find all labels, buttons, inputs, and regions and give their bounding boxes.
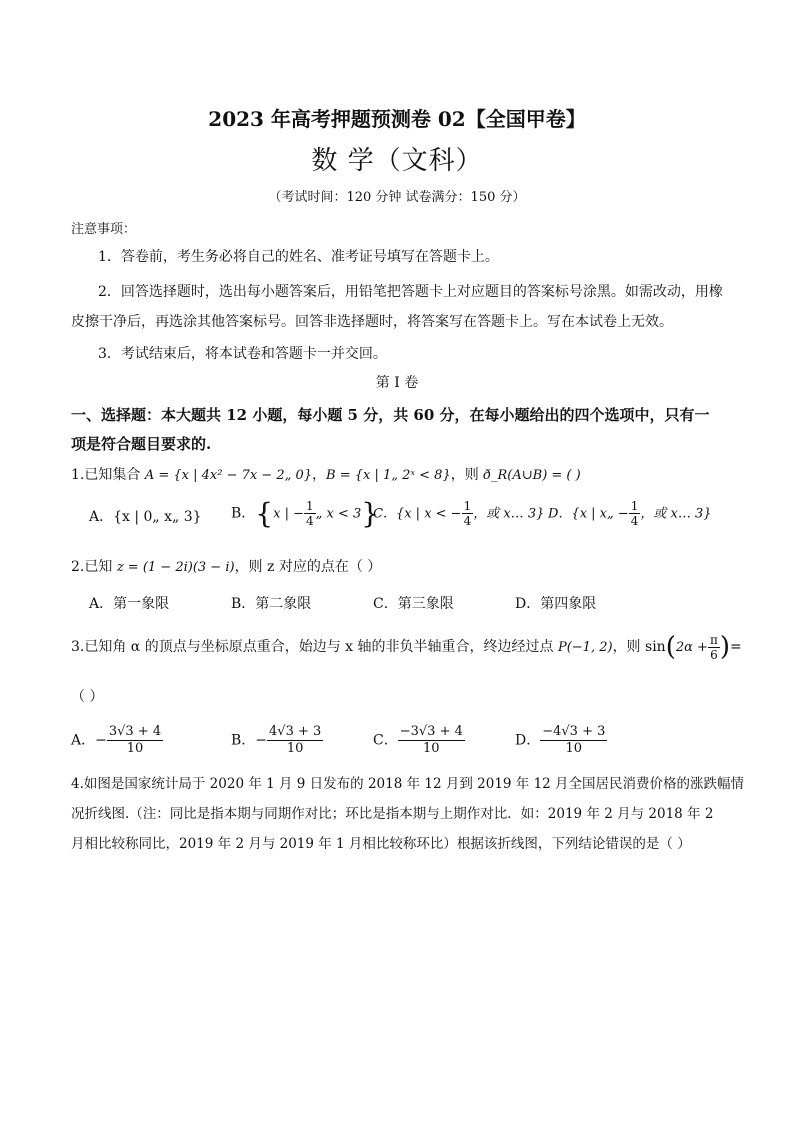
q3-option-d bbox=[515, 724, 607, 757]
q1-opt-b-x: x | − bbox=[273, 506, 304, 522]
question-1-stem bbox=[71, 464, 581, 484]
q1-opt-d-post: ，或 x… 3} bbox=[640, 506, 712, 522]
right-paren-icon: ) bbox=[719, 632, 730, 662]
fraction-numerator: π bbox=[709, 632, 718, 647]
notice-item-2: 2．回答选择题时，选出每小题答案后，用铅笔把答题卡上对应题目的答案标号涂黑。如需改动，用橡 bbox=[98, 284, 723, 300]
q1-stem-b: ，则 bbox=[450, 467, 484, 483]
q1-opt-b-label: B． bbox=[231, 505, 256, 522]
left-brace-icon: { bbox=[255, 497, 274, 530]
exam-info: （考试时间：120 分钟 试卷满分：150 分） bbox=[268, 190, 526, 205]
q1-option-a: A．{x | 0„ x„ 3} bbox=[89, 509, 202, 525]
q3-opt-d-label: D． bbox=[515, 732, 541, 749]
q1-opt-c-post: ，或 x… 3} bbox=[473, 506, 545, 522]
q3-opt-a-label: A．− bbox=[71, 732, 107, 749]
fraction-denominator: 10 bbox=[286, 741, 304, 756]
fraction-numerator: 1 bbox=[630, 499, 639, 513]
q3-opt-b-label: B．− bbox=[231, 732, 268, 749]
q3-eq: = bbox=[729, 639, 742, 655]
q2-stem-b: ，则 z 对应的点在（ ） bbox=[234, 559, 382, 575]
question-4-line3: 月相比较称同比，2019 年 2 月与 2019 年 1 月相比较称环比）根据该折线图，下列结论错误的是（ ） bbox=[71, 836, 691, 852]
exam-title: 2023 年高考押题预测卷 02【全国甲卷】 bbox=[208, 107, 586, 131]
section-heading-line1: 一、选择题：本大题共 12 小题，每小题 5 分，共 60 分，在每小题给出的四个选项中，只有一 bbox=[71, 406, 710, 424]
fraction-denominator: 10 bbox=[423, 741, 440, 756]
q3-opt-a-fraction bbox=[107, 724, 163, 757]
fraction-numerator: 1 bbox=[306, 499, 314, 513]
notice-item-2-cont: 皮擦干净后，再选涂其他答案标号。回答非选择题时，将答案写在答题卡上。写在本试卷上无效。 bbox=[71, 314, 673, 330]
fraction-numerator: −4√3 + 3 bbox=[542, 724, 606, 739]
q3-arg-fraction bbox=[708, 633, 720, 662]
q1-opt-c-pre: C．{x | x < − bbox=[373, 506, 462, 522]
fraction-denominator: 4 bbox=[463, 514, 472, 528]
q3-arg-pre: 2α + bbox=[675, 640, 708, 655]
right-brace-icon: } bbox=[361, 497, 380, 530]
q2-stem-a: 2.已知 bbox=[71, 559, 117, 575]
fraction-denominator: 10 bbox=[565, 741, 583, 756]
fraction-numerator: 3√3 + 4 bbox=[108, 724, 162, 739]
q2-option-d: D．第四象限 bbox=[515, 596, 597, 612]
q1-stem-a: 1.已知集合 bbox=[71, 467, 145, 483]
q3-opt-c-label: C． bbox=[373, 732, 398, 749]
q3-stem-a: 3.已知角 α 的顶点与坐标原点重合，始边与 x 轴的非负半轴重合，终边经过点 bbox=[71, 639, 558, 655]
fraction-denominator: 4 bbox=[630, 514, 639, 528]
q1-opt-b-fraction bbox=[304, 499, 316, 528]
fraction-numerator: 1 bbox=[463, 499, 472, 513]
question-4-line2: 况折线图.（注：同比是指本期与同期作对比；环比是指本期与上期作对比．如：2019 年 2 月与 2018 年 2 bbox=[71, 806, 714, 822]
q1-sep: ， bbox=[312, 467, 327, 483]
q3-option-c bbox=[373, 724, 465, 757]
question-4-line1: 4.如图是国家统计局于 2020 年 1 月 9 日发布的 2018 年 12 月到 2019 年 12 月全国居民消费价格的涨跌幅情 bbox=[71, 776, 745, 792]
fraction-denominator: 6 bbox=[710, 647, 718, 662]
q3-opt-d-fraction bbox=[540, 724, 607, 757]
q2-option-a: A．第一象限 bbox=[89, 596, 170, 612]
question-3-stem bbox=[71, 632, 742, 662]
fraction-denominator: 10 bbox=[126, 741, 144, 756]
q1-option-b bbox=[231, 497, 379, 530]
q1-set-a: A = {x | 4x² − 7x − 2„ 0} bbox=[144, 468, 313, 483]
q2-option-b: B．第二象限 bbox=[231, 596, 312, 612]
question-2-stem bbox=[71, 556, 381, 576]
q1-option-d bbox=[548, 499, 712, 528]
q2-option-c: C．第三象限 bbox=[373, 596, 454, 612]
subject-title: 数 学（文科） bbox=[311, 146, 483, 176]
notice-item-3: 3．考试结束后，将本试卷和答题卡一并交回。 bbox=[98, 346, 387, 362]
q3-option-b bbox=[231, 724, 323, 757]
q3-opt-b-fraction bbox=[267, 724, 323, 757]
q3-point: P(−1, 2) bbox=[557, 640, 613, 655]
q3-option-a bbox=[71, 724, 163, 757]
fraction-numerator: 4√3 + 3 bbox=[269, 724, 322, 739]
fraction-numerator: −3√3 + 4 bbox=[399, 724, 463, 739]
q3-opt-c-fraction bbox=[398, 724, 465, 757]
q3-stem-b: ，则 sin bbox=[612, 639, 666, 655]
part-heading: 第 I 卷 bbox=[375, 375, 419, 391]
q1-opt-d-pre: D．{x | x„ − bbox=[548, 506, 629, 522]
q1-opt-b-post: „ x < 3 bbox=[315, 506, 362, 522]
q3-answer-blank: （ ） bbox=[71, 689, 104, 705]
q1-set-b: B = {x | 1„ 2ˣ < 8} bbox=[326, 468, 451, 483]
section-heading-line2: 项是符合题目要求的. bbox=[71, 435, 212, 453]
q1-opt-c-fraction bbox=[462, 499, 474, 528]
notice-item-1: 1．答卷前，考生务必将自己的姓名、准考证号填写在答题卡上。 bbox=[98, 249, 499, 265]
q1-expr: ð_R(A∪B) = ( ) bbox=[483, 468, 581, 483]
notice-label: 注意事项： bbox=[71, 222, 137, 237]
q1-opt-d-fraction bbox=[629, 499, 641, 528]
q1-option-c bbox=[373, 499, 544, 528]
fraction-denominator: 4 bbox=[306, 514, 314, 528]
q2-expr: z = (1 − 2i)(3 − i) bbox=[116, 560, 235, 575]
left-paren-icon: ( bbox=[665, 632, 676, 662]
